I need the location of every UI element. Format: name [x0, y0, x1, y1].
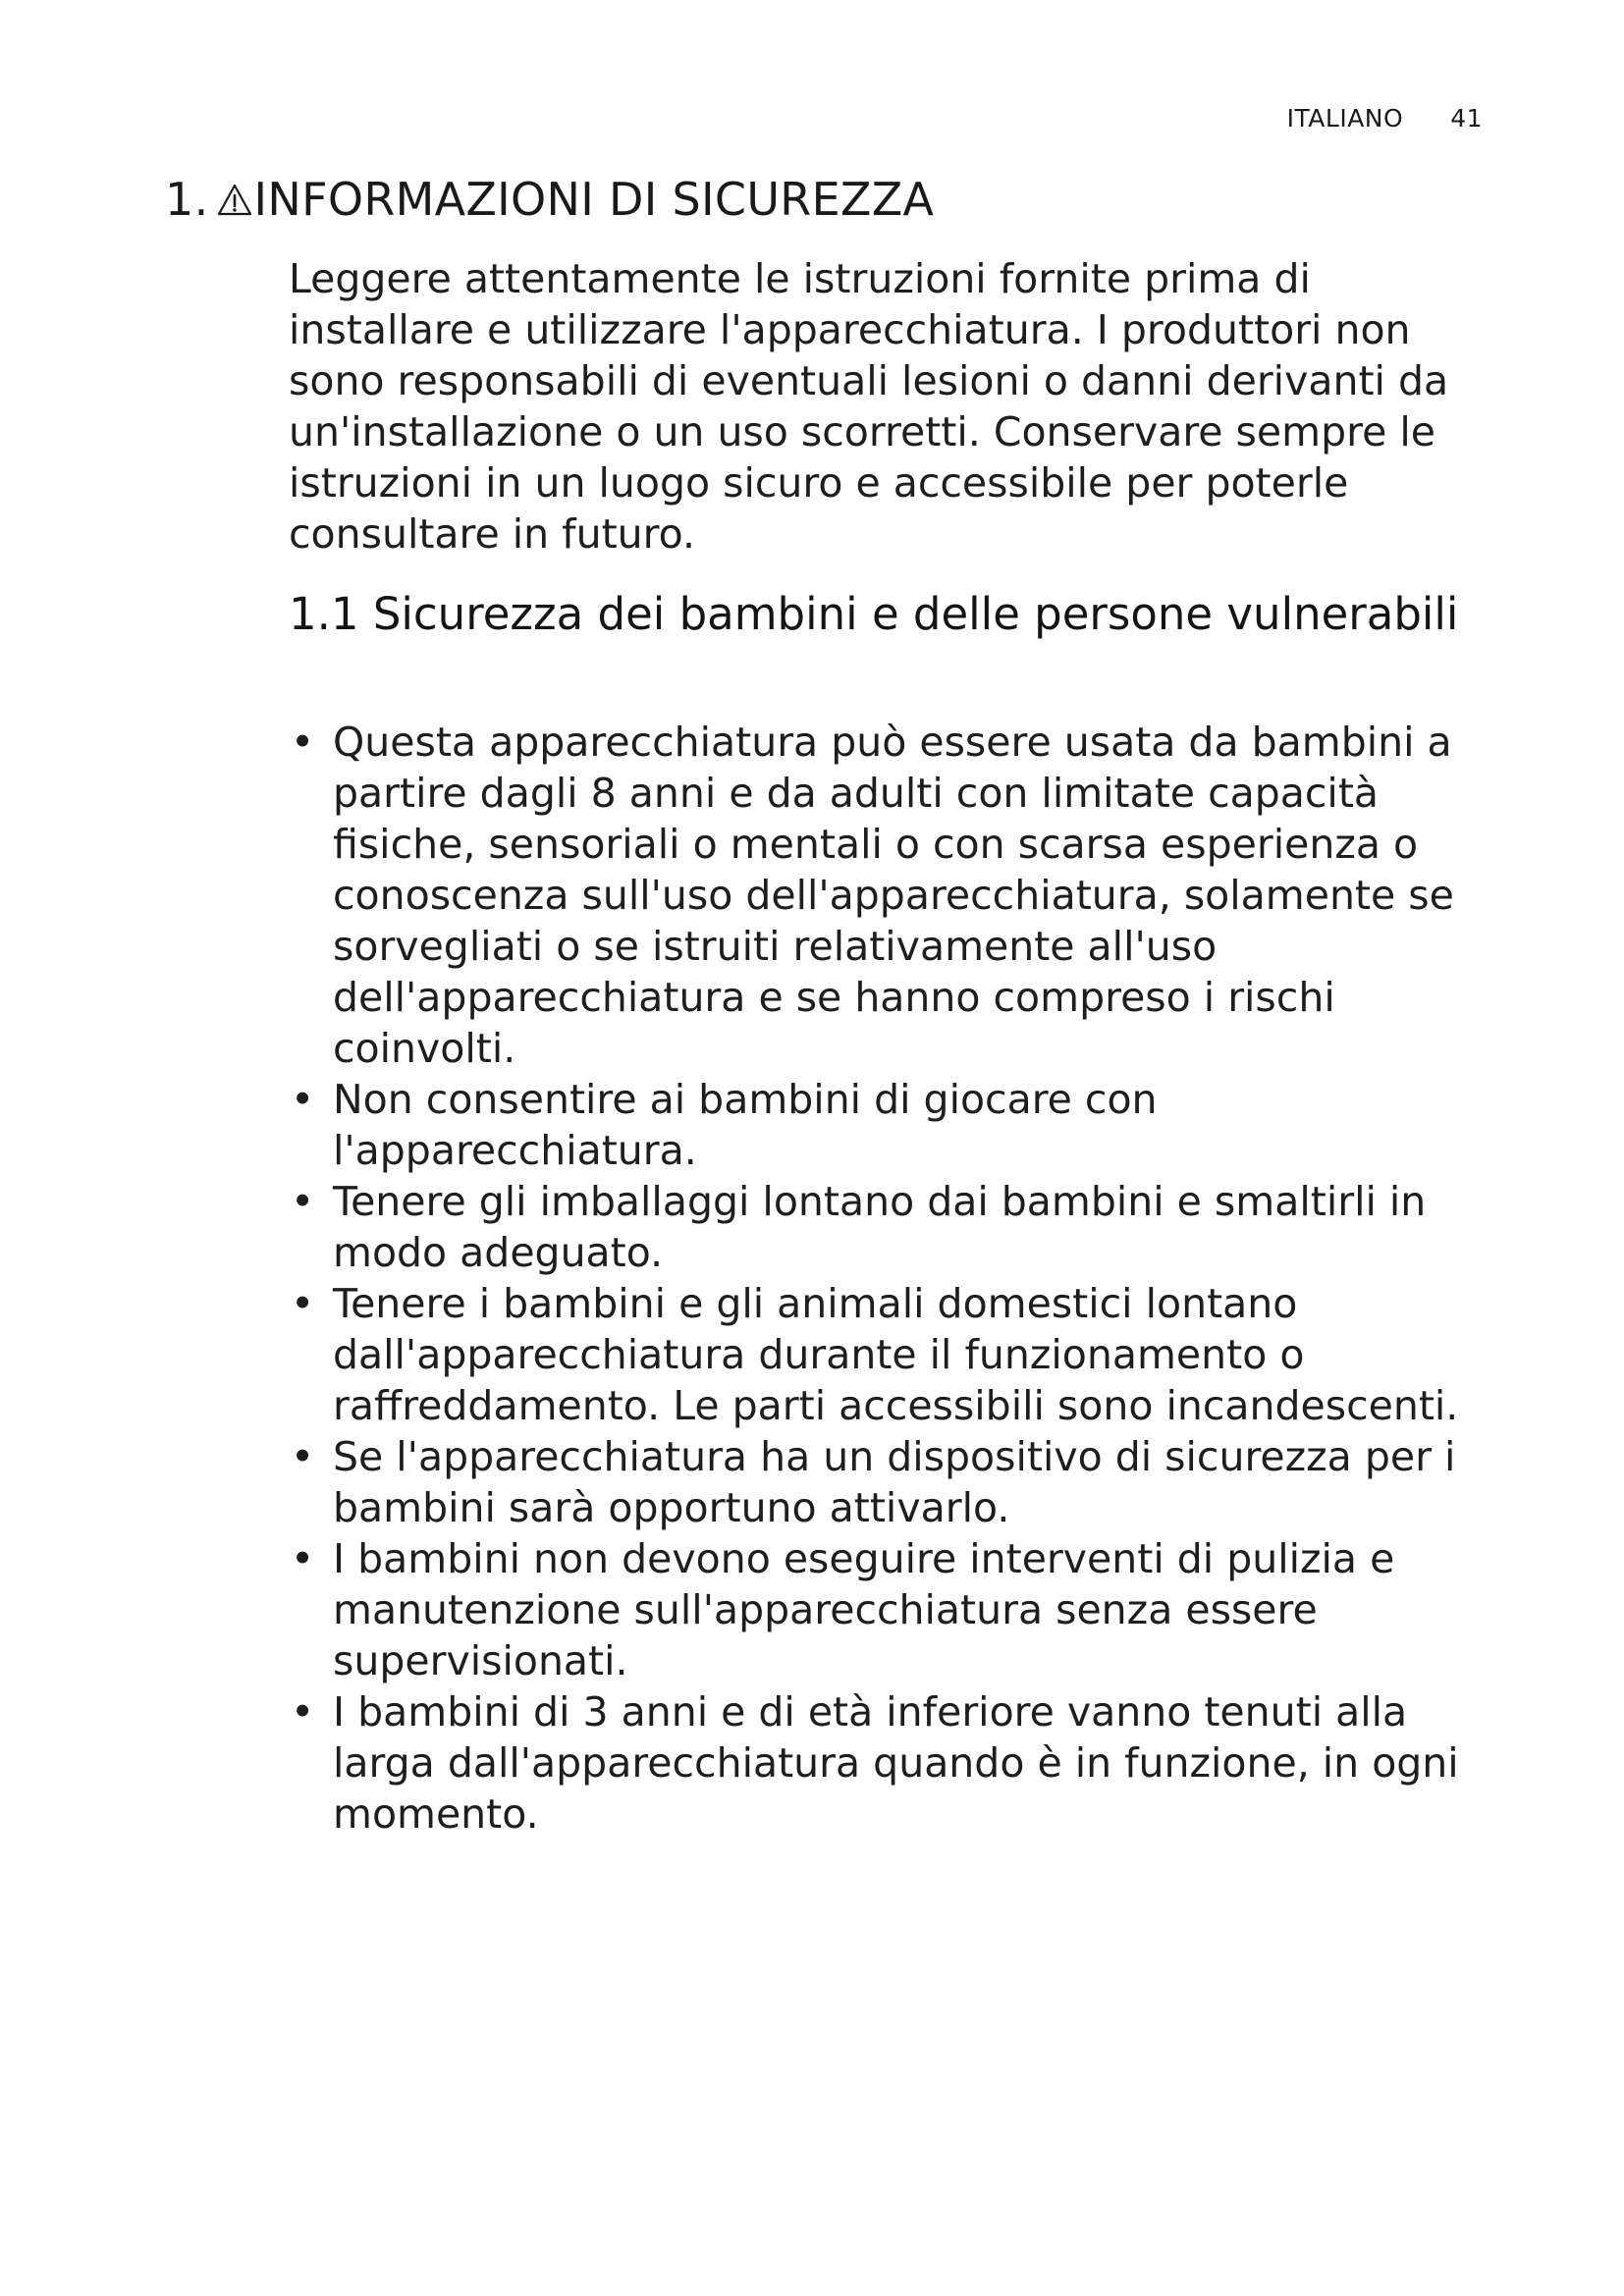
chapter-title: [165, 173, 934, 229]
list-item-text: Questa apparecchiatura può essere usata da bambini a partire dagli 8 anni e da adulti con limitate capacità fisiche, sensoriali o mentali o con scarsa esperienza o conoscenza sull'uso dell'apparecchiatura, solamente se sorvegliati o se istruiti relativamente all'uso dell'apparecchiatura e se hanno compreso i rischi coinvolti.: [333, 719, 1454, 1072]
chapter-number: 1.: [165, 173, 209, 226]
list-item: [289, 1278, 1483, 1431]
list-item: [289, 1176, 1483, 1278]
section-title: 1.1 Sicurezza dei bambini e delle persone vulnerabili: [289, 588, 1459, 640]
list-item-text: I bambini non devono eseguire interventi di pulizia e manutenzione sull'apparecchiatura senza essere supervisionati.: [333, 1535, 1395, 1684]
list-item-text: Tenere i bambini e gli animali domestici lontano dall'apparecchiatura durante il funzionamento o raffreddamento. Le parti accessibili sono incandescenti.: [333, 1280, 1459, 1429]
list-item: [289, 1431, 1483, 1533]
bullet-icon: •: [291, 1535, 315, 1582]
chapter-title-text: INFORMAZIONI DI SICUREZZA: [253, 173, 935, 226]
list-item: [289, 1533, 1483, 1686]
page-header: [1276, 104, 1483, 133]
bullet-icon: •: [291, 1433, 315, 1480]
list-item-text: Se l'apparecchiatura ha un dispositivo di sicurezza per i bambini sarà opportuno attivarlo.: [333, 1433, 1456, 1531]
bullet-icon: •: [291, 1076, 315, 1123]
list-item-text: Non consentire ai bambini di giocare con l'apparecchiatura.: [333, 1076, 1158, 1174]
bullet-icon: •: [291, 1178, 315, 1225]
bullet-icon: •: [291, 719, 315, 766]
list-item: [289, 1686, 1483, 1840]
intro-paragraph: Leggere attentamente le istruzioni fornite prima di installare e utilizzare l'apparecchiatura. I produttori non sono responsabili di eventuali lesioni o danni derivanti da un'installazione o un uso scorretti. Conservare sempre le istruzioni in un luogo sicuro e accessibile per poterle consultare in futuro.: [289, 255, 1449, 558]
list-item: [289, 717, 1483, 1074]
header-language: ITALIANO: [1286, 104, 1404, 133]
warning-triangle-icon: [217, 175, 252, 229]
list-item: [289, 1074, 1483, 1176]
bullet-icon: •: [291, 1688, 315, 1735]
bullet-icon: •: [291, 1280, 315, 1327]
list-item-text: I bambini di 3 anni e di età inferiore vanno tenuti alla larga dall'apparecchiatura quando è in funzione, in ogni momento.: [333, 1688, 1459, 1838]
safety-list: [289, 717, 1483, 1840]
page-number: 41: [1450, 104, 1483, 133]
list-item-text: Tenere gli imballaggi lontano dai bambini e smaltirli in modo adeguato.: [333, 1178, 1427, 1276]
